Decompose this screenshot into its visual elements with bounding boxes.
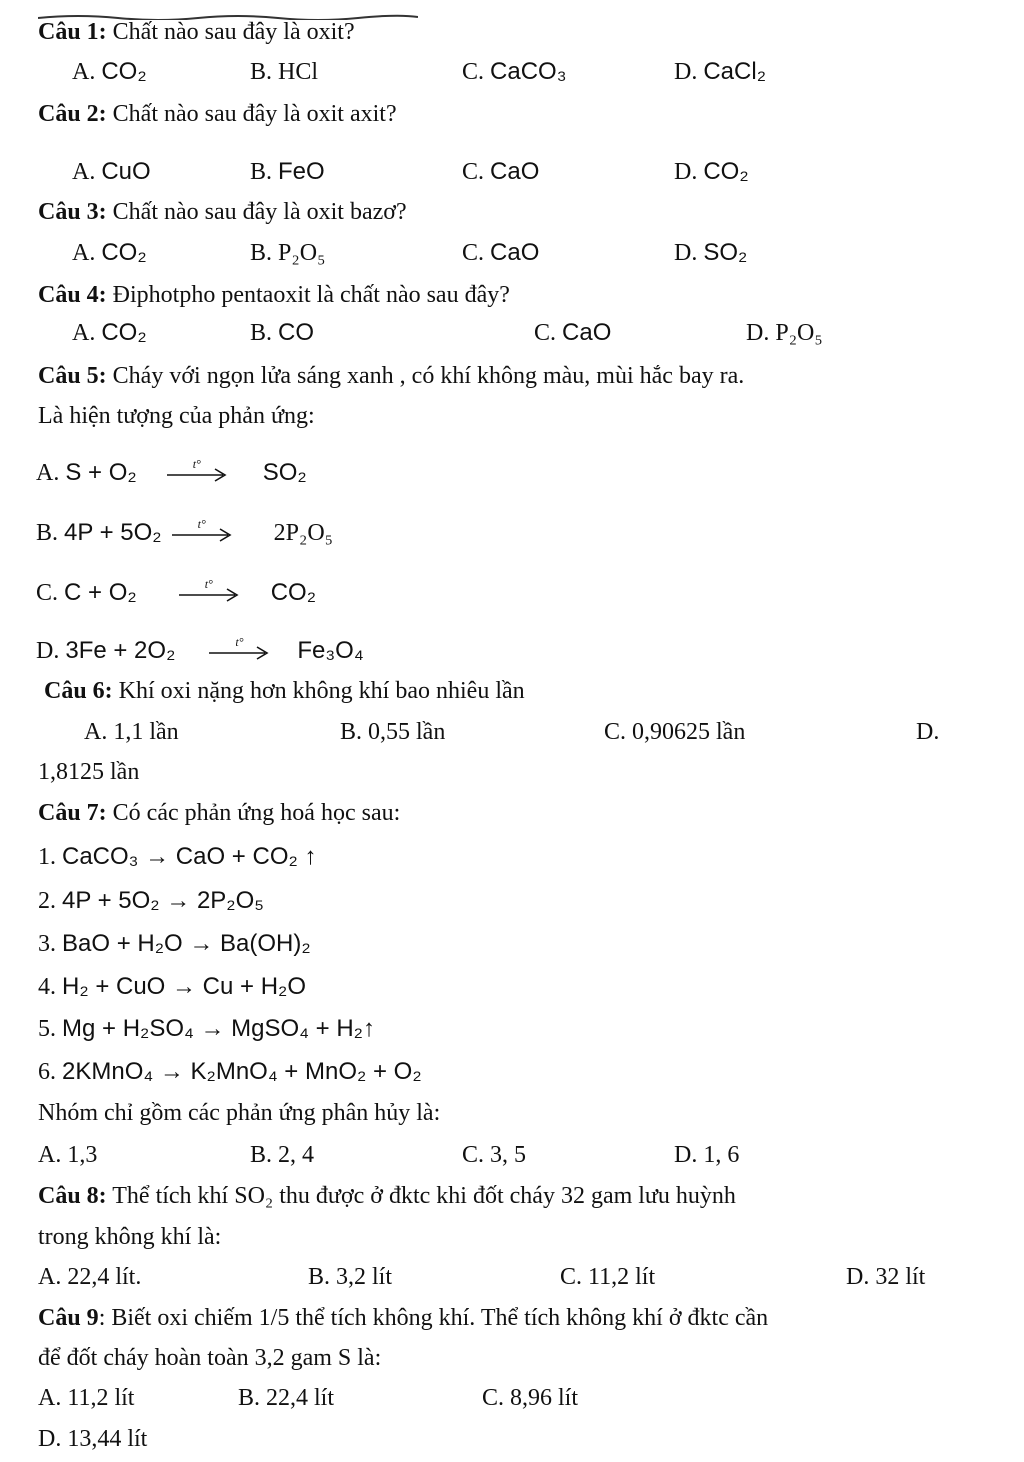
question-text: Thể tích khí SO₂ thu được ở đktc khi đốt cháy 32 gam lưu huỳnh xyxy=(112,1183,736,1209)
question-1 xyxy=(38,17,355,47)
q1-option-c[interactable]: C. CaCO₃ xyxy=(462,58,567,85)
question-5 xyxy=(38,361,744,391)
q5-option-a[interactable]: A. S + O₂ t° SO₂ xyxy=(36,458,307,489)
q6-option-c[interactable]: C. 0,90625 lần xyxy=(604,719,746,745)
q6-option-d-letter[interactable]: D. xyxy=(916,719,940,745)
question-text: Chất nào sau đây là oxit axit? xyxy=(112,101,397,127)
reaction-6: 6. 2KMnO₄ → K₂MnO₄ + MnO₂ + O₂ xyxy=(38,1058,422,1085)
q6-option-a[interactable]: A. 1,1 lần xyxy=(84,719,179,745)
q8-option-b[interactable]: B. 3,2 lít xyxy=(308,1264,393,1290)
heat-arrow-icon: t° xyxy=(207,637,271,667)
question-text: Chất nào sau đây là oxit bazơ? xyxy=(112,199,407,225)
question-text: Khí oxi nặng hơn không khí bao nhiêu lần xyxy=(118,678,525,704)
q6-option-b[interactable]: B. 0,55 lần xyxy=(340,719,446,745)
q5-option-c[interactable]: C. C + O₂ t° CO₂ xyxy=(36,578,316,609)
question-text: Chất nào sau đây là oxit? xyxy=(112,19,355,45)
q9-option-a[interactable]: A. 11,2 lít xyxy=(38,1385,135,1411)
reaction-5: 5. Mg + H₂SO₄ → MgSO₄ + H₂↑ xyxy=(38,1015,375,1042)
question-label: Câu 5: xyxy=(38,363,107,389)
q3-option-b[interactable]: B. P₂O₅ xyxy=(250,240,326,266)
question-text: : Biết oxi chiếm 1/5 thể tích không khí. Thể tích không khí ở đktc cần xyxy=(98,1305,769,1331)
question-text: Có các phản ứng hoá học sau: xyxy=(112,800,401,826)
heat-arrow-icon: t° xyxy=(177,579,241,609)
q8-option-d[interactable]: D. 32 lít xyxy=(846,1264,926,1290)
question-4 xyxy=(38,280,510,310)
question-2 xyxy=(38,99,397,129)
q4-option-d[interactable]: D. P₂O₅ xyxy=(746,320,823,346)
q4-option-b[interactable]: B. CO xyxy=(250,319,315,346)
heat-arrow-icon: t° xyxy=(165,459,229,489)
reaction-2: 2. 4P + 5O₂ → 2P₂O₅ xyxy=(38,887,264,914)
question-9 xyxy=(38,1303,768,1333)
q3-option-d[interactable]: D. SO₂ xyxy=(674,239,748,266)
q1-option-a[interactable]: A. CO₂ xyxy=(72,58,147,85)
question-7-prompt: Nhóm chỉ gồm các phản ứng phân hủy là: xyxy=(38,1100,441,1126)
q7-option-a[interactable]: A. 1,3 xyxy=(38,1142,98,1168)
q2-option-a[interactable]: A. CuO xyxy=(72,158,151,185)
cropped-heading-remnant xyxy=(38,0,418,6)
q5-option-b[interactable]: B. 4P + 5O₂ t° 2P₂O₅ xyxy=(36,518,333,549)
q4-option-c[interactable]: C. CaO xyxy=(534,319,612,346)
q7-option-c[interactable]: C. 3, 5 xyxy=(462,1142,527,1168)
q9-option-b[interactable]: B. 22,4 lít xyxy=(238,1385,335,1411)
question-3 xyxy=(38,197,407,227)
q2-option-d[interactable]: D. CO₂ xyxy=(674,158,749,185)
question-6 xyxy=(44,676,525,706)
q9-option-d[interactable]: D. 13,44 lít xyxy=(38,1426,148,1452)
q8-option-c[interactable]: C. 11,2 lít xyxy=(560,1264,656,1290)
question-8 xyxy=(38,1181,736,1211)
q5-option-d[interactable]: D. 3Fe + 2O₂ t° Fe₃O₄ xyxy=(36,636,364,667)
reaction-4: 4. H₂ + CuO → Cu + H₂O xyxy=(38,973,307,1000)
q2-option-b[interactable]: B. FeO xyxy=(250,158,325,185)
question-8-text-continued: trong không khí là: xyxy=(38,1224,222,1250)
q3-option-c[interactable]: C. CaO xyxy=(462,239,540,266)
question-label: Câu 8: xyxy=(38,1183,107,1209)
reaction-1: 1. CaCO₃ → CaO + CO₂ ↑ xyxy=(38,843,317,870)
q8-option-a[interactable]: A. 22,4 lít. xyxy=(38,1264,142,1290)
heat-arrow-icon: t° xyxy=(170,519,234,549)
question-label: Câu 9 xyxy=(38,1305,99,1331)
q7-option-b[interactable]: B. 2, 4 xyxy=(250,1142,315,1168)
question-7 xyxy=(38,798,400,828)
question-text: Cháy với ngọn lửa sáng xanh , có khí không màu, mùi hắc bay ra. xyxy=(112,363,745,389)
q1-option-d[interactable]: D. CaCl₂ xyxy=(674,58,767,85)
q4-option-a[interactable]: A. CO₂ xyxy=(72,319,147,346)
q9-option-c[interactable]: C. 8,96 lít xyxy=(482,1385,579,1411)
question-label: Câu 1: xyxy=(38,19,107,45)
q6-option-d-text[interactable]: 1,8125 lần xyxy=(38,759,140,785)
question-9-text-continued: để đốt cháy hoàn toàn 3,2 gam S là: xyxy=(38,1345,382,1371)
q3-option-a[interactable]: A. CO₂ xyxy=(72,239,147,266)
question-5-text-continued: Là hiện tượng của phản ứng: xyxy=(38,403,315,429)
q2-option-c[interactable]: C. CaO xyxy=(462,158,540,185)
question-label: Câu 4: xyxy=(38,282,107,308)
q7-option-d[interactable]: D. 1, 6 xyxy=(674,1142,740,1168)
question-label: Câu 3: xyxy=(38,199,107,225)
reaction-3: 3. BaO + H₂O → Ba(OH)₂ xyxy=(38,930,311,957)
q1-option-b[interactable]: B. HCl xyxy=(250,59,319,85)
question-text: Điphotpho pentaoxit là chất nào sau đây? xyxy=(112,282,510,308)
question-label: Câu 7: xyxy=(38,800,107,826)
question-label: Câu 6: xyxy=(44,678,113,704)
question-label: Câu 2: xyxy=(38,101,107,127)
